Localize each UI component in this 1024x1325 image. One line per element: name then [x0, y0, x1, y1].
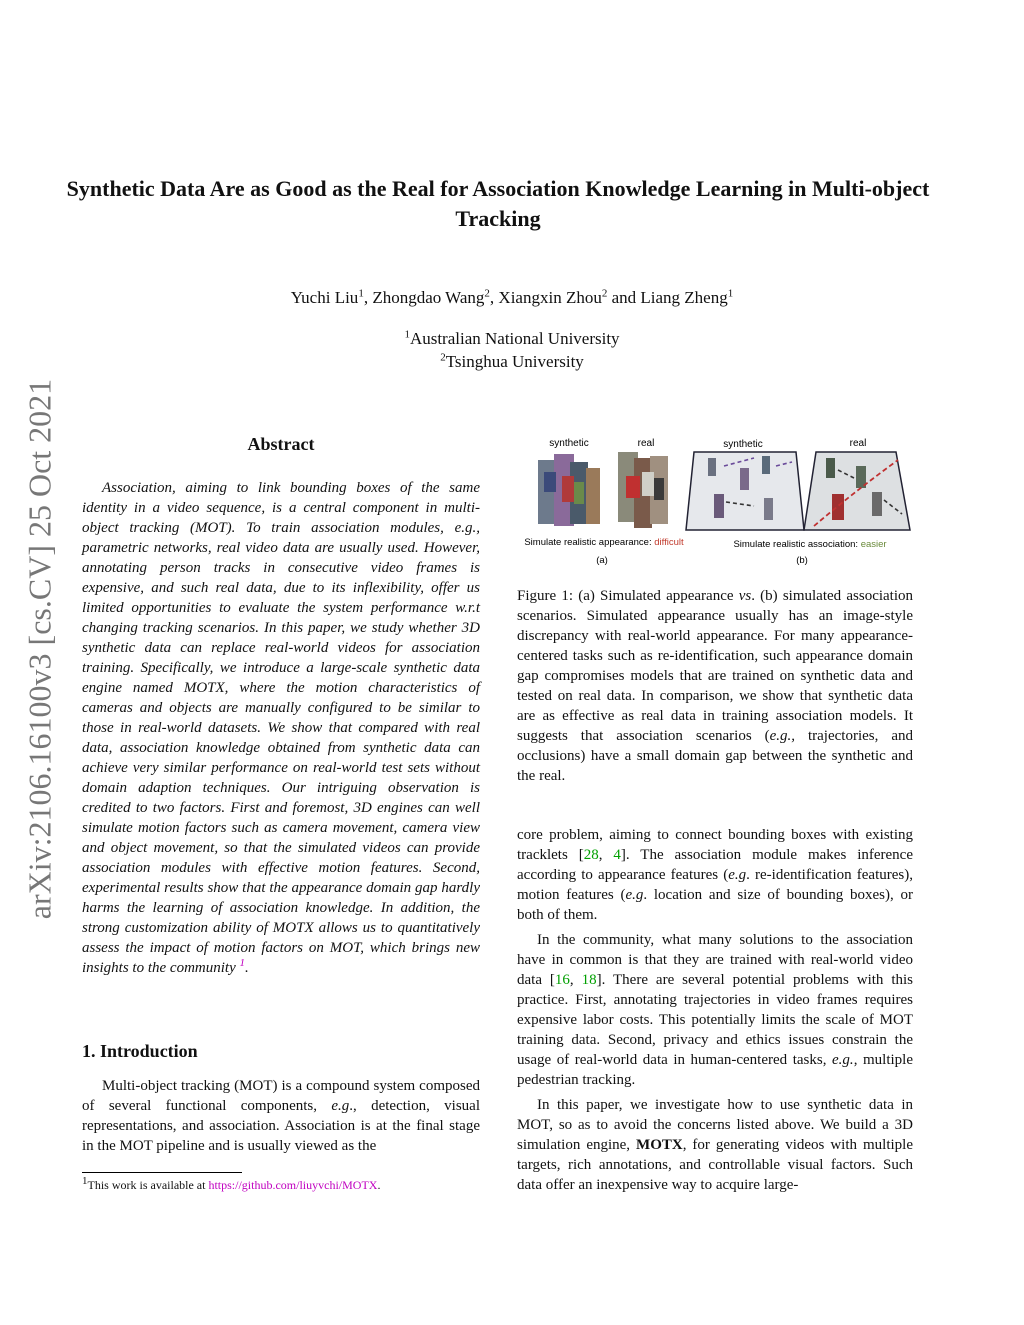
- affiliation-name: Australian National University: [409, 329, 620, 348]
- fig-b-sublabel: (b): [796, 555, 808, 566]
- author-affiliation-mark: 2: [601, 287, 608, 300]
- text-run: Figure 1: (a) Simulated appearance: [517, 588, 739, 604]
- citation-link[interactable]: 18: [581, 972, 597, 988]
- text-bold: MOTX: [636, 1137, 683, 1153]
- fig-a-caption-prefix: Simulate realistic appearance:: [524, 537, 655, 548]
- text-italic: e.g: [728, 867, 747, 883]
- text-run: ,: [569, 972, 582, 988]
- text-run: In this paper, we investigate how to use synthetic data in MOT, so as to avoid the concerns listed above. We build a 3D simulation engine,: [517, 1097, 913, 1153]
- citation-link[interactable]: 4: [613, 847, 621, 863]
- author-affiliation-mark: 2: [484, 287, 490, 300]
- text-run: Multi-object tracking (MOT) is a compound system composed of several functional components,: [82, 1078, 480, 1114]
- author-affiliation-mark: 1: [727, 287, 734, 300]
- body-paragraph: [517, 930, 913, 1090]
- real-scene: [804, 452, 910, 530]
- citation-link[interactable]: 28: [583, 847, 599, 863]
- affiliation-name: Tsinghua University: [445, 352, 584, 371]
- text-run: . (b) simulated association scenarios. Simulated appearance usually has an image-style discrepancy with real-world appearance. For many appearance-centered tasks such as re-identification, such appearance domain gap compromises models that are trained on synthetic data and tested on real data. In comparison, we show that synthetic data are as effective as real data in training association models. It suggests that association scenarios (: [517, 588, 914, 744]
- author-affiliation-mark: 1: [358, 287, 364, 300]
- paper-title: Synthetic Data Are as Good as the Real for Association Knowledge Learning in Multi-object Tracking: [66, 176, 930, 231]
- fig-b-caption-word: easier: [860, 539, 887, 550]
- arxiv-sidebar-stamp: [20, 355, 60, 943]
- abstract-text: Association, aiming to link bounding boxes of the same identity in a video sequence, is a central component in multi-object tracking (MOT). To train association modules, e.g., parametric networks, real video data are usually used. However, annotating person tracks in consecutive video frames is expensive, and such real data, due to its inflexibility, offer us limited opportunities to evaluate the system performance w.r.t changing tracking scenarios. In this paper, we study whether 3D synthetic data can replace real-world videos for association training. Specifically, we introduce a large-scale synthetic data engine named MOTX, where the motion characteristics of cameras and objects are manually configured to be similar to those in real-world datasets. We show that compared with real data, association knowledge obtained from synthetic data can achieve very similar performance on real-world test sets without domain adaption techniques. Our intriguing observation is credited to two factors. First and foremost, 3D engines can well simulate motion factors such as camera movement, camera view and object movement, so that the simulated videos can provide association modules with effective motion features. Second, experimental results show that the appearance domain gap hardly harms the learning of association knowledge. In addition, the strong customization ability of MOTX allows us to quantitatively assess the impact of motion factors on MOT, which brings new insights to the community: [82, 480, 480, 976]
- text-italic: e.g.: [832, 1052, 854, 1068]
- abstract-heading: Abstract: [247, 434, 315, 454]
- footnote-divider: [82, 1172, 242, 1173]
- abstract-end: .: [245, 960, 249, 976]
- text-italic: e.g: [331, 1098, 350, 1114]
- author-name: Liang Zheng: [640, 288, 728, 307]
- text-italic: e.g.,: [769, 728, 796, 744]
- text-run: ]. There are several potential problems with this practice. First, annotating trajectories in video frames requires expensive labor costs. This potentially limits the scale of MOT training data. Second, privacy and ethics issues constrain the usage of real-world data in human-centered tasks,: [517, 972, 914, 1068]
- fig-b-label-real: real: [849, 438, 867, 449]
- text-run: . re-identification features), motion features (: [517, 867, 913, 903]
- abstract-body: [82, 478, 480, 978]
- fig-b-label-synthetic: synthetic: [723, 439, 763, 450]
- text-run: trajectories, and occlusions) have a small domain gap between the synthetic and the real.: [517, 728, 913, 784]
- intro-paragraph: [82, 1076, 480, 1156]
- author-name: Yuchi Liu: [290, 288, 359, 307]
- footnote-link[interactable]: https://github.com/liuyvchi/MOTX: [208, 1178, 378, 1192]
- real-person-crops: [618, 452, 668, 528]
- fig-b-caption: [733, 539, 886, 550]
- affiliation-number: 1: [404, 328, 410, 341]
- body-paragraph: [517, 1095, 913, 1195]
- fig-a-label-synthetic: synthetic: [549, 438, 589, 449]
- text-run: core problem, aiming to connect bounding boxes with existing tracklets [: [517, 827, 913, 863]
- affiliation: [0, 329, 1024, 349]
- text-italic: vs: [738, 588, 752, 604]
- footnote-mark: 1: [82, 1175, 88, 1187]
- text-italic: e.g: [625, 887, 644, 903]
- text-run: , for generating videos with multiple targets, rich annotations, and controllable visual factors. Such data offer an inexpensive way to acquire large-: [517, 1137, 913, 1193]
- author-name: Zhongdao Wang: [372, 288, 485, 307]
- body-paragraph: [517, 825, 913, 925]
- footnote-text: This work is available at: [87, 1178, 209, 1192]
- arxiv-identifier: arXiv:2106.16100v3 [cs.CV] 25 Oct 2021: [21, 378, 58, 920]
- affiliation-number: 2: [440, 351, 446, 364]
- section-heading-introduction: 1. Introduction: [82, 1041, 198, 1061]
- text-run: ]. The association module makes inference according to appearance features (: [517, 847, 914, 883]
- figure-caption: [517, 586, 913, 786]
- synthetic-person-crops: [538, 454, 600, 526]
- footnote: [82, 1175, 381, 1193]
- footnote-ref[interactable]: 1: [239, 957, 245, 969]
- synthetic-scene: [686, 452, 804, 530]
- fig-a-caption: [524, 537, 684, 548]
- text-run: In the community, what many solutions to the association have in common is that they are trained with real-world video data [: [517, 932, 913, 988]
- text-run: , multiple pedestrian tracking.: [517, 1052, 913, 1088]
- text-run: ,: [598, 847, 614, 863]
- text-run: ., detection, visual representations, and association. Association is at the final stage in the MOT pipeline and is usually viewed as the: [82, 1098, 480, 1154]
- fig-b-caption-prefix: Simulate realistic association:: [733, 539, 861, 550]
- author-name: Xiangxin Zhou: [498, 288, 602, 307]
- author-list: Yuchi Liu$^1$, Zhongdao Wang$^2$, Xiangxin Zhou$^2$ and Liang Zheng$^1$: [290, 287, 734, 307]
- footnote-end: .: [377, 1178, 381, 1192]
- figure-1: [514, 432, 914, 572]
- affiliation: [0, 352, 1024, 372]
- fig-a-label-real: real: [637, 438, 655, 449]
- citation-link[interactable]: 16: [554, 972, 570, 988]
- fig-a-caption-word: difficult: [654, 537, 684, 548]
- text-run: . location and size of bounding boxes), or both of them.: [517, 887, 913, 923]
- fig-a-sublabel: (a): [596, 555, 608, 566]
